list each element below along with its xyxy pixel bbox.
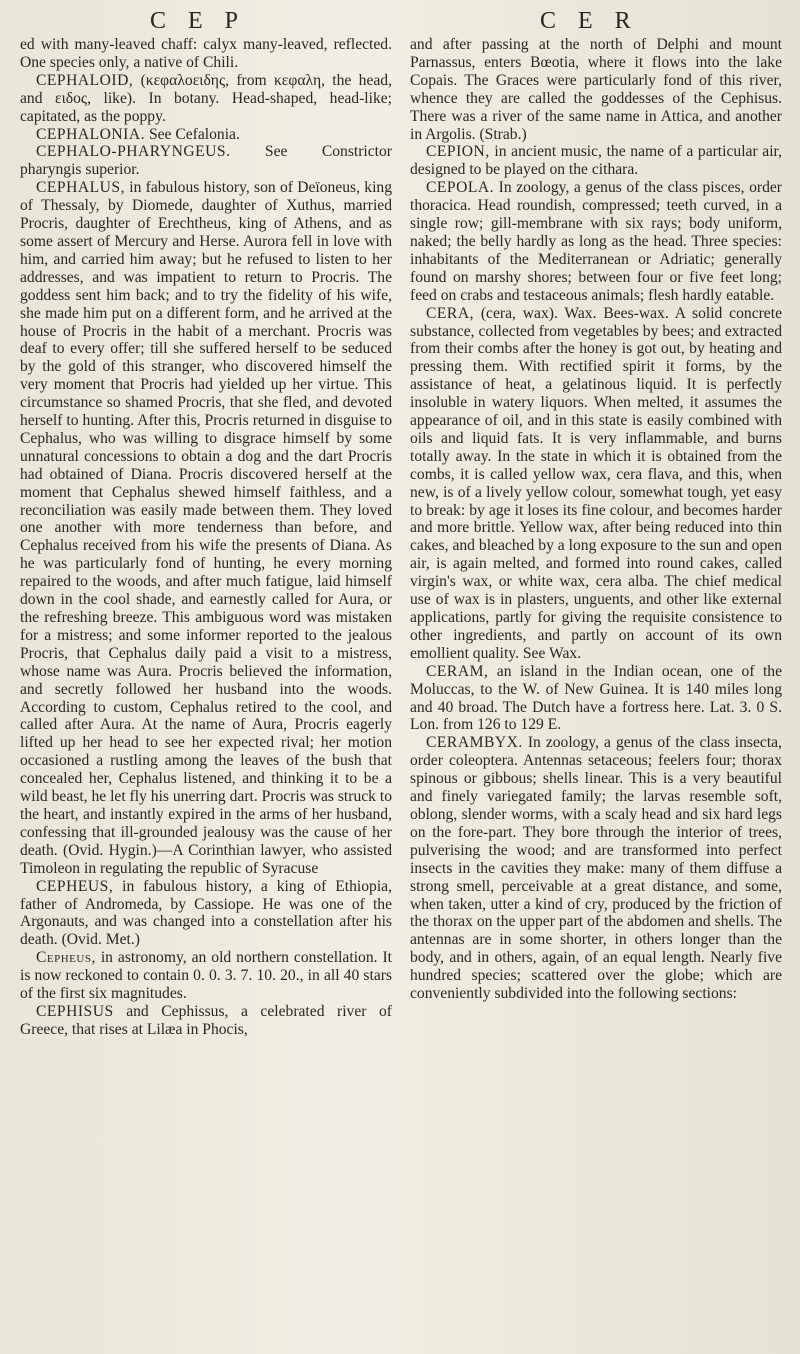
entry-text: in fabulous history, a king of Ethiopia, father of Andromeda, by Cassiope. He was one of the Argonauts, and was changed into a constellation after his death. (Ovid. Met.) [20,877,392,949]
entry-text: in fabulous history, son of Deïoneus, king of Thessaly, by Diomede, daughter of Xuthus, married Procris, daughter of Erechtheus, king of Athens, and as some assert of Mercury and Herse. Aurora fell in love with him, and carried him away; but he refused to listen to her addresses, and was impatient to return to Procris. The goddess sent him back; and to try the fidelity of his wife, she made him put on a different form, and he arrived at the house of Procris in the habit of a merchant. Procris was deaf to every offer; till she suffered herself to be seduced by the gold of this stranger, who discovered himself the very moment that Procris had yielded up her virtue. This circumstance so shamed Procris, that she fled, and devoted herself to hunting. After this, Procris returned in disguise to Cephalus, who was willing to disgrace himself by some unnatural concessions to obtain a dog and the dart Procris had obtained of Diana. Procris discovered herself at the moment that Cephalus shewed himself faithless, and a reconciliation was easily made between them. They loved one another with more tenderness than before, and Cephalus received from his wife the presents of Diana. As he was particularly fond of hunting, he every morning repaired to the woods, and after much fatigue, laid himself down in the cool shade, and earnestly called for Aura, or the refreshing breeze. This ambiguous word was mistaken for a mistress; and some informer reported to the jealous Procris, that Cephalus daily paid a visit to a mistress, whose name was Aura. Procris believed the information, and secretly followed her husband into the woods. According to custom, Cephalus retired to the cool, and called after Aura. At the name of Aura, Procris eagerly lifted up her head to see her expected rival; her motion occasioned a rustling among the leaves of the bush that concealed her, Cephalus listened, and thinking it to be a wild beast, he let fly his unerring dart. Procris was struck to the heart, and instantly expired in the arms of her husband, confessing that ill-grounded jealousy was the cause of her death. (Ovid. Hygin.)—A Corinthian lawyer, who assisted Timoleon in regulating the republic of Syracuse [20,179,393,877]
dictionary-entry [20,1003,392,1039]
entry-text: See Constrictor pharyngis superior. [20,143,392,179]
left-column [20,0,392,1039]
entry-headword: CEPHALOID, [36,71,134,89]
entry-headword: CERAM, [426,662,489,680]
entry-text: and after passing at the north of Delphi and mount Parnassus, enters Bœotia, where it flows into the lake Copais. The Graces were particularly fond of this river, whence they are called the goddesses of the Cephisus. There was a river of the same name in Attica, and another in Argolis. (Strab.) [410,36,782,143]
right-column [410,0,782,1003]
continued-text [410,36,782,143]
left-column-body [20,36,392,1039]
dictionary-entry [410,305,782,663]
dictionary-entry [20,72,392,126]
dictionary-entry [20,126,392,144]
entry-text: in astronomy, an old northern constellation. It is now reckoned to contain 0. 0. 3. 7. 10. 20., in all 40 stars of the first six magnitudes. [20,949,392,1003]
entry-headword: CEPHALONIA. [36,125,146,143]
entry-text: ed with many-leaved chaff: calyx many-leaved, reflected. One species only, a native of Chili. [20,36,392,71]
dictionary-entry [20,878,392,950]
entry-headword: CEPHISUS [36,1002,114,1020]
dictionary-entry [410,734,782,1003]
right-column-body [410,36,782,1003]
continued-text [20,36,392,72]
entry-headword: CEPOLA. [426,179,495,197]
dictionary-entry [410,179,782,304]
entry-headword: CERA, [426,304,474,322]
entry-headword: CEPHEUS, [36,877,114,895]
entry-headword: CEPHALO-PHARYNGEUS. [36,143,231,161]
entry-headword: Cepheus, [36,949,96,967]
dictionary-entry [410,143,782,179]
entry-text: See Cefalonia. [148,125,240,143]
dictionary-entry [410,663,782,735]
entry-text: and Cephissus, a celebrated river of Greece, that rises at Lilæa in Phocis, [20,1002,392,1038]
running-head-right: C E R [540,8,639,34]
dictionary-entry [20,143,392,179]
entry-text: in ancient music, the name of a particular air, designed to be played on the cithara. [410,143,782,179]
dictionary-entry [20,179,392,877]
dictionary-entry [20,949,392,1003]
entry-text: (cera, wax). Wax. Bees-wax. A solid concrete substance, collected from vegetables by bees; and extracted from their combs after the honey is got out, by heating and pressing them. With rectified spirit it forms, by the assistance of heat, a gelatinous liquid. It is perfectly insoluble in watery liquors. When melted, it assumes the appearance of oil, and in this state is easily combined with oils and liquid fats. It is very inflammable, and burns totally away. In the state in which it is obtained from the combs, it is called yellow wax, cera flava, and this, when new, is of a lively yellow colour, somewhat tough, yet easy to break: by age it loses its fine colour, and becomes harder and more brittle. Yellow wax, after being reduced into thin cakes, and bleached by a long exposure to the sun and open air, is again melted, and formed into round cakes, called virgin's wax, or white wax, cera alba. The chief medical use of wax is in plasters, unguents, and other like external applications, partly for giving the requisite consistence to other ingredients, and partly on account of its own emollient quality. See Wax. [410,304,782,662]
entry-headword: CERAMBYX. [426,734,523,752]
entry-text: an island in the Indian ocean, one of the Moluccas, to the W. of New Guinea. It is 140 miles long and 40 broad. The Dutch have a fortress here. Lat. 3. 0 S. Lon. from 126 to 129 E. [410,662,783,734]
entry-headword: CEPION, [426,143,490,161]
entry-headword: CEPHALUS, [36,179,125,197]
entry-text: In zoology, a genus of the class insecta, order coleoptera. Antennas setaceous; feelers four; thorax spinous or gibbous; shells linear. This is a very beautiful and finely variegated family; the larvas resemble soft, oblong, slender worms, with a scaly head and six hard legs on the fore-part. They bore through the interior of trees, pulverising the wood; and are transformed into perfect insects in the cavities they make: many of them diffuse a strong smell, perceivable at a great distance, and some, when taken, utter a kind of cry, produced by the friction of the thorax on the upper part of the abdomen and shells. The antennas are in some shorter, in others longer than the body, and in others, again, of an equal length. Nearly five hundred species; scattered over the globe; which are conveniently subdivided into the following sections: [410,734,782,1003]
running-head-left: C E P [150,8,247,34]
entry-text: (κεφαλοειδης, from κεφαλη, the head, and ειδος, like). In botany. Head-shaped, head-like; capitated, as the poppy. [20,71,392,125]
entry-text: In zoology, a genus of the class pisces, order thoracica. Head roundish, compressed; teeth curved, in a single row; gill-membrane with six rays; body uniform, naked; the belly hardly as long as the head. Three species: inhabitants of the Mediterranean or Adriatic; generally found on marshy shores; between four or five feet long; feed on crabs and testaceous animals; flesh hardly eatable. [410,179,782,304]
